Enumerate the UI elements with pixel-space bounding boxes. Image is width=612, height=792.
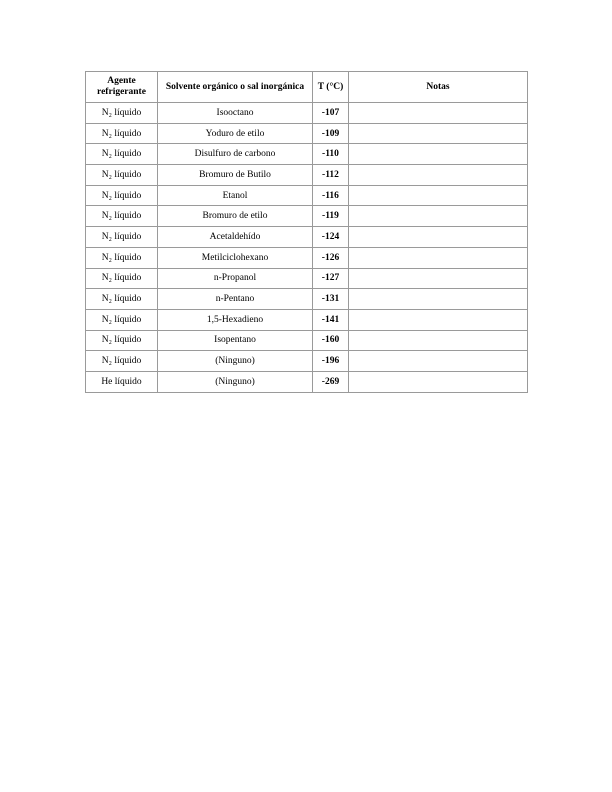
- cell-agent: N₂ líquido: [86, 227, 158, 248]
- cell-temperature: -112: [313, 165, 349, 186]
- table-row: [86, 309, 528, 330]
- cell-temperature: -160: [313, 330, 349, 351]
- cell-temperature: -109: [313, 123, 349, 144]
- cell-agent: N₂ líquido: [86, 330, 158, 351]
- cell-notes: [349, 103, 528, 124]
- cell-solvent: Bromuro de etilo: [158, 206, 313, 227]
- cell-solvent: (Ninguno): [158, 351, 313, 372]
- cell-temperature: -127: [313, 268, 349, 289]
- header-solvent: Solvente orgánico o sal inorgánica: [158, 72, 313, 103]
- cell-agent: N₂ líquido: [86, 247, 158, 268]
- cell-notes: [349, 268, 528, 289]
- cell-notes: [349, 351, 528, 372]
- header-agent: Agente refrigerante: [86, 72, 158, 103]
- table-row: [86, 289, 528, 310]
- cell-notes: [349, 330, 528, 351]
- table-row: [86, 144, 528, 165]
- table-row: [86, 268, 528, 289]
- cell-temperature: -110: [313, 144, 349, 165]
- cell-temperature: -119: [313, 206, 349, 227]
- table-row: [86, 123, 528, 144]
- cell-solvent: Acetaldehído: [158, 227, 313, 248]
- table-row: [86, 165, 528, 186]
- table-row: [86, 103, 528, 124]
- cell-notes: [349, 185, 528, 206]
- cell-agent: N₂ líquido: [86, 123, 158, 144]
- cell-notes: [349, 247, 528, 268]
- cell-temperature: -141: [313, 309, 349, 330]
- cell-agent: He líquido: [86, 371, 158, 392]
- cell-solvent: Disulfuro de carbono: [158, 144, 313, 165]
- cell-agent: N₂ líquido: [86, 289, 158, 310]
- table-row: [86, 351, 528, 372]
- cell-solvent: n-Propanol: [158, 268, 313, 289]
- cell-notes: [349, 165, 528, 186]
- cell-solvent: Etanol: [158, 185, 313, 206]
- cell-agent: N₂ líquido: [86, 268, 158, 289]
- cell-agent: N₂ líquido: [86, 351, 158, 372]
- cell-temperature: -269: [313, 371, 349, 392]
- header-temperature: T (°C): [313, 72, 349, 103]
- cell-solvent: (Ninguno): [158, 371, 313, 392]
- cell-temperature: -131: [313, 289, 349, 310]
- cell-temperature: -107: [313, 103, 349, 124]
- cell-notes: [349, 144, 528, 165]
- cell-notes: [349, 206, 528, 227]
- cell-temperature: -196: [313, 351, 349, 372]
- cell-solvent: Isooctano: [158, 103, 313, 124]
- cell-agent: N₂ líquido: [86, 309, 158, 330]
- cell-agent: N₂ líquido: [86, 103, 158, 124]
- cell-solvent: n-Pentano: [158, 289, 313, 310]
- table-row: [86, 206, 528, 227]
- table-header-row: [86, 72, 528, 103]
- header-notes: Notas: [349, 72, 528, 103]
- cell-agent: N₂ líquido: [86, 165, 158, 186]
- cell-temperature: -116: [313, 185, 349, 206]
- cell-temperature: -124: [313, 227, 349, 248]
- cell-agent: N₂ líquido: [86, 185, 158, 206]
- cell-solvent: Yoduro de etilo: [158, 123, 313, 144]
- cell-notes: [349, 309, 528, 330]
- cell-notes: [349, 123, 528, 144]
- cell-solvent: 1,5-Hexadieno: [158, 309, 313, 330]
- cell-notes: [349, 289, 528, 310]
- cell-agent: N₂ líquido: [86, 144, 158, 165]
- cooling-bath-table: [85, 71, 528, 393]
- table-row: [86, 185, 528, 206]
- cell-agent: N₂ líquido: [86, 206, 158, 227]
- cell-temperature: -126: [313, 247, 349, 268]
- cell-solvent: Isopentano: [158, 330, 313, 351]
- table-body: [86, 103, 528, 393]
- cell-solvent: Bromuro de Butilo: [158, 165, 313, 186]
- cell-solvent: Metilciclohexano: [158, 247, 313, 268]
- table-row: [86, 371, 528, 392]
- cell-notes: [349, 227, 528, 248]
- table-row: [86, 227, 528, 248]
- table-row: [86, 330, 528, 351]
- cell-notes: [349, 371, 528, 392]
- table-row: [86, 247, 528, 268]
